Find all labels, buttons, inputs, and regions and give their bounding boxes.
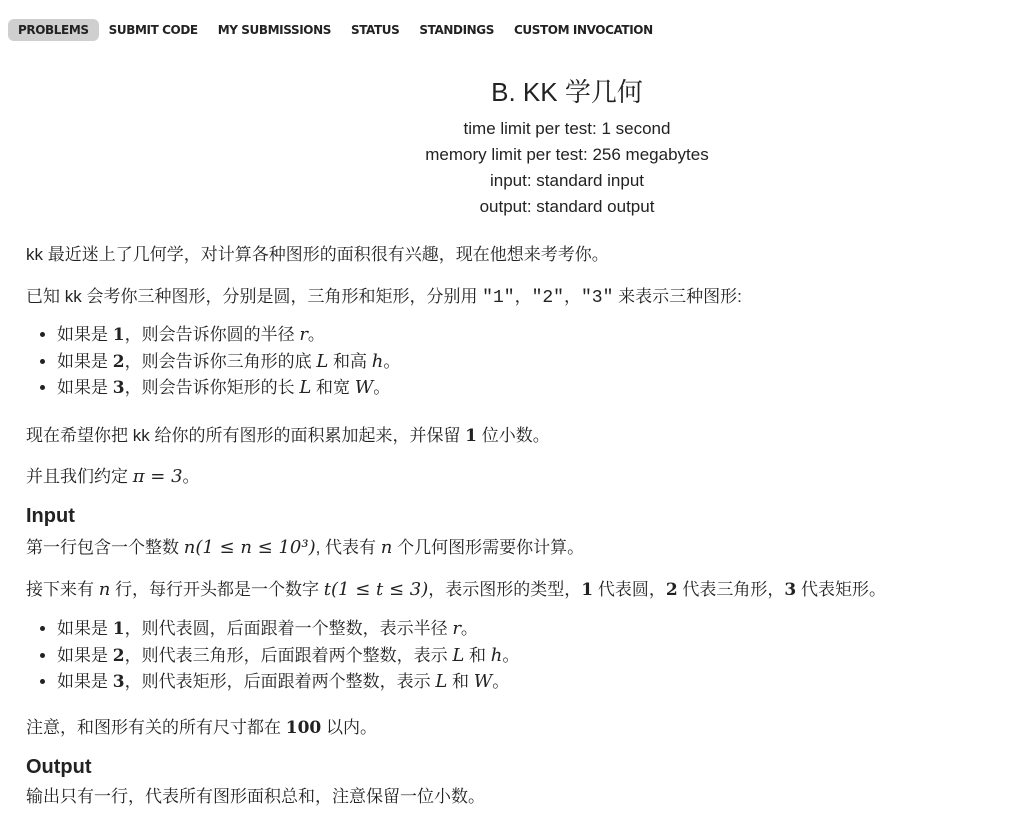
item-text: ，则代表矩形，后面跟着两个整数，表示: [124, 672, 436, 691]
input-var: n: [98, 579, 111, 600]
input-section-title: Input: [26, 505, 75, 527]
item-text: 和宽: [311, 378, 355, 397]
note-text: 注意，和图形有关的所有尺寸都在: [26, 718, 286, 737]
item-text: 如果是: [57, 672, 113, 691]
note-text-end: 以内。: [321, 718, 377, 737]
item-text: 。: [460, 619, 478, 638]
input-line-1: [26, 533, 584, 558]
item-var: h: [371, 350, 384, 372]
p2-text: 已知 kk 会考你三种图形，分别是圆，三角形和矩形，分别用: [26, 287, 483, 306]
item-var: W: [354, 377, 374, 398]
item-text: 如果是: [57, 645, 113, 665]
item-num: 2: [112, 645, 125, 666]
item-text: 如果是: [57, 378, 113, 397]
output-section-title: Output: [26, 756, 92, 778]
input-num: 3: [784, 580, 797, 600]
p2-sep-1: ，: [514, 287, 532, 306]
item-var: L: [316, 350, 329, 372]
item-text: 。: [492, 672, 510, 691]
item-text: 。: [307, 325, 325, 344]
input-note: [26, 713, 377, 738]
item-text: ，则代表圆，后面跟着一个整数，表示半径: [124, 619, 453, 638]
item-var: r: [452, 618, 461, 639]
item-text: 。: [373, 378, 391, 397]
nav-custom-invocation[interactable]: CUSTOM INVOCATION: [513, 23, 653, 37]
input-text: 行，每行开头都是一个数字: [110, 580, 324, 599]
input-text: 个几何图形需要你计算。: [392, 538, 585, 557]
nav-problems[interactable]: PROBLEMS: [8, 19, 99, 41]
item-text: 如果是: [57, 619, 113, 638]
item-var: L: [435, 671, 448, 692]
item-text: ，则代表三角形，后面跟着两个整数，表示: [124, 645, 453, 665]
item-text: 。: [383, 351, 401, 371]
input-num: 1: [581, 580, 594, 600]
statement-p3: [26, 421, 550, 446]
nav-standings[interactable]: STANDINGS: [419, 23, 494, 37]
input-math: n(1 ≤ n ≤ 10³): [183, 537, 316, 558]
statement-p1: kk 最近迷上了几何学，对计算各种图形的面积很有兴趣，现在他想来考考你。: [26, 245, 609, 264]
item-num: 1: [112, 619, 125, 639]
input-text: , 代表有: [315, 538, 381, 557]
list-item: [57, 669, 519, 696]
item-num: 2: [112, 351, 125, 372]
item-text: ，则会告诉你圆的半径: [124, 325, 300, 344]
top-nav: [8, 17, 663, 43]
time-limit: time limit per test: 1 second: [463, 119, 671, 138]
list-item: [57, 322, 400, 349]
list-item: [57, 643, 519, 670]
p3-text: 现在希望你把 kk 给你的所有图形的面积累加起来，并保留: [26, 426, 466, 445]
nav-submit-code[interactable]: SUBMIT CODE: [108, 23, 198, 37]
item-num: 3: [112, 672, 125, 692]
problem-title: B. KK 学几何: [491, 77, 643, 107]
p2-code-1: "1": [482, 288, 515, 308]
item-text: 如果是: [57, 351, 113, 371]
item-var: h: [490, 644, 503, 666]
item-var: L: [452, 644, 465, 666]
note-num: 100: [285, 718, 322, 738]
input-text: 代表三角形，: [677, 580, 785, 599]
p4-text-end: 。: [182, 467, 200, 486]
list-item: [57, 375, 400, 402]
output-line-1: 输出只有一行，代表所有图形面积总和，注意保留一位小数。: [26, 787, 485, 806]
input-text: 代表矩形。: [796, 580, 886, 599]
input-text: 第一行包含一个整数: [26, 538, 184, 557]
p2-code-3: "3": [580, 288, 614, 308]
output-file: output: standard output: [479, 197, 655, 216]
input-text: ，表示图形的类型，: [428, 580, 582, 599]
item-num: 1: [112, 325, 125, 345]
input-var: n: [380, 537, 393, 558]
item-text: 和: [464, 645, 491, 665]
p2-code-2: "2": [531, 288, 564, 308]
input-line-2: [26, 575, 886, 600]
input-file: input: standard input: [489, 171, 645, 190]
p2-text-end: 来表示三种图形:: [613, 287, 742, 306]
item-var: L: [299, 377, 312, 398]
input-format-list: [26, 616, 519, 696]
nav-status[interactable]: STATUS: [350, 23, 400, 37]
item-var: W: [473, 671, 493, 692]
p4-text: 并且我们约定: [26, 467, 133, 486]
item-text: ，则会告诉你三角形的底: [124, 351, 317, 371]
p3-text-end: 位小数。: [477, 426, 550, 445]
input-text: 代表圆，: [593, 580, 666, 599]
p4-math: π = 3: [132, 466, 183, 487]
item-text: 如果是: [57, 325, 113, 344]
statement-p4: [26, 462, 200, 487]
item-text: ，则会告诉你矩形的长: [124, 378, 300, 397]
p3-num: 1: [465, 426, 478, 446]
item-text: 。: [502, 645, 520, 665]
item-num: 3: [112, 378, 125, 398]
shape-list: [26, 322, 400, 402]
input-math: t(1 ≤ t ≤ 3): [323, 579, 429, 600]
input-num: 2: [665, 580, 678, 600]
p2-sep-2: ，: [563, 287, 581, 306]
nav-my-submissions[interactable]: MY SUBMISSIONS: [217, 23, 331, 37]
item-var: r: [299, 324, 308, 345]
list-item: [57, 616, 519, 643]
input-text: 接下来有: [26, 580, 99, 599]
item-text: 和: [447, 672, 474, 691]
statement-p2: [26, 282, 742, 308]
memory-limit: memory limit per test: 256 megabytes: [425, 145, 709, 164]
list-item: [57, 349, 400, 376]
item-text: 和高: [328, 351, 372, 371]
